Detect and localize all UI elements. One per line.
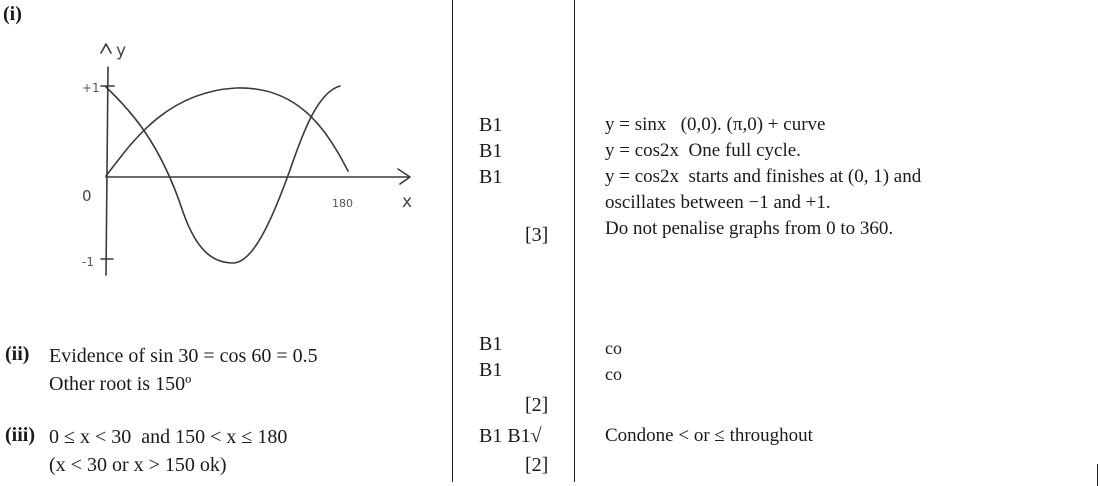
- comment-line: y = sinx (0,0). (π,0) + curve: [605, 114, 826, 135]
- answer-line: Other root is 150º: [49, 373, 192, 395]
- sketch-180-label: 180: [332, 197, 353, 210]
- part-ii-total: [2]: [525, 394, 549, 416]
- y-axis: [106, 67, 108, 275]
- comment-line: oscillates between −1 and +1.: [605, 192, 831, 213]
- answer-line: (x < 30 or x > 150 ok): [49, 454, 227, 476]
- part-iii-answer: [49, 423, 287, 479]
- part-iii-label: (iii): [5, 424, 35, 446]
- part-i-total: [3]: [525, 224, 549, 246]
- cos2x-curve: [106, 86, 340, 263]
- part-i-marks: [479, 112, 502, 190]
- comment-line: co: [605, 364, 622, 384]
- comment-line: Do not penalise graphs from 0 to 360.: [605, 218, 894, 239]
- mark: B1: [479, 166, 503, 188]
- sketch-y-label: y: [116, 41, 127, 61]
- part-i-comments: [605, 112, 921, 242]
- mark: B1: [479, 114, 503, 136]
- part-ii-label: (ii): [5, 343, 30, 365]
- sketch-x-label: x: [402, 192, 413, 212]
- comment-line: co: [605, 338, 622, 358]
- part-ii-marks: [479, 331, 502, 383]
- mark: B1: [479, 333, 503, 355]
- sketch-origin: 0: [82, 187, 92, 205]
- edge-mark: [1097, 464, 1098, 486]
- sketch-tick-minus-one: -1: [82, 255, 94, 269]
- part-iii-total: [2]: [525, 454, 549, 476]
- hand-drawn-graph: [0, 30, 440, 300]
- comment-line: y = cos2x One full cycle.: [605, 140, 801, 161]
- answer-line: 0 ≤ x < 30 and 150 < x ≤ 180: [49, 426, 288, 448]
- column-divider-left: [452, 0, 453, 482]
- comment-line: y = cos2x starts and finishes at (0, 1) and: [605, 166, 922, 187]
- mark: B1: [479, 140, 503, 162]
- part-ii-answer: [49, 342, 318, 398]
- part-iii-comment: Condone < or ≤ throughout: [605, 425, 813, 446]
- column-divider-right: [574, 0, 575, 482]
- part-ii-comments: [605, 335, 622, 387]
- part-iii-marks: B1 B1√: [479, 425, 542, 447]
- sketch-tick-plus-one: +1: [82, 81, 100, 95]
- y-axis-arrow: [101, 44, 111, 53]
- answer-line: Evidence of sin 30 = cos 60 = 0.5: [49, 345, 318, 367]
- part-i-label: (i): [3, 3, 22, 25]
- mark: B1: [479, 359, 503, 381]
- sinx-curve: [106, 88, 348, 176]
